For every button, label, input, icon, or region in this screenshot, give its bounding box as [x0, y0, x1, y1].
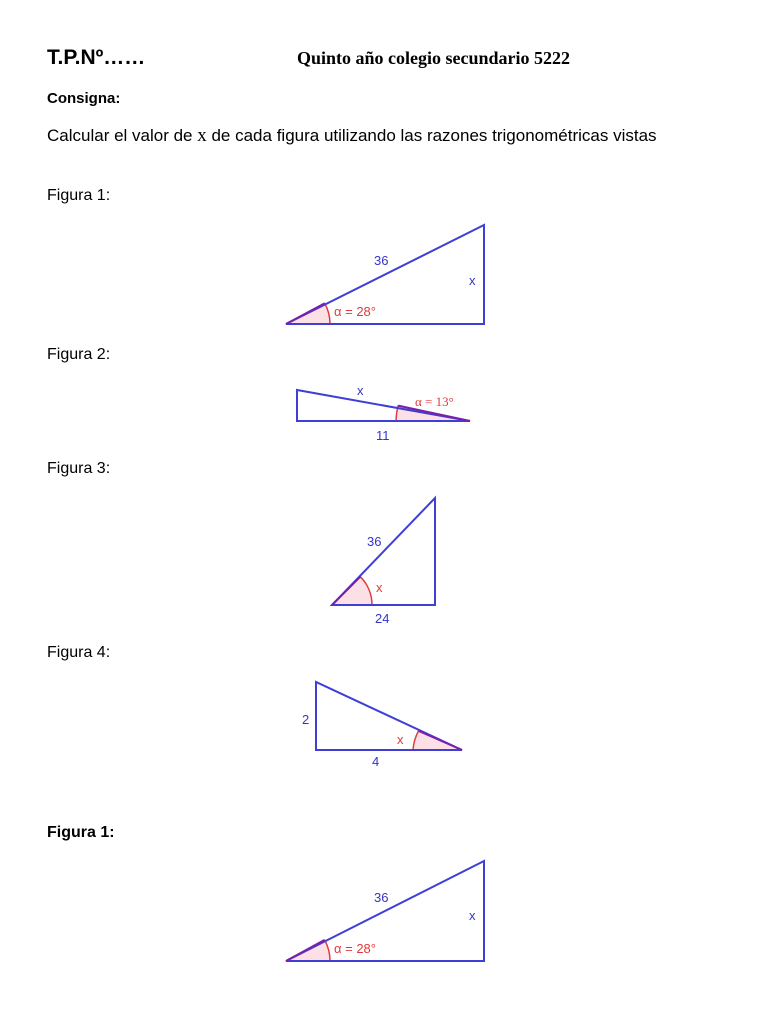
figure-3-angle-sector	[332, 577, 372, 605]
figure-3-adj-label: 24	[375, 611, 390, 626]
figure-3-hyp-label: 36	[367, 534, 382, 549]
figure-1-opp-label: x	[469, 273, 476, 288]
figure-3-angle-label: x	[376, 580, 383, 595]
figure-2-angle-label: α = 13°	[415, 394, 454, 409]
figure-5-label: Figura 1:	[47, 824, 115, 841]
figure-5-opp-label: x	[469, 908, 476, 923]
figure-3-triangle	[332, 498, 435, 626]
figure-4-adj-label: 4	[372, 754, 380, 769]
figure-2-hyp-label: x	[357, 383, 364, 398]
figure-2-adj-label: 11	[376, 428, 390, 443]
figure-1-angle-label: α = 28°	[334, 304, 376, 319]
instruction-after: de cada figura utilizando las razones trigonométricas vistas	[206, 126, 657, 145]
figure-1-hyp-label: 36	[374, 253, 389, 268]
tp-number: T.P.Nº……	[47, 46, 146, 69]
figure-5-triangle	[286, 861, 484, 961]
consigna-label: Consigna:	[47, 90, 121, 107]
figure-5-hyp-label: 36	[374, 890, 389, 905]
figure-4-opp-label: 2	[302, 712, 310, 727]
figure-5-angle-label: α = 28°	[334, 941, 376, 956]
figure-2-label: Figura 2:	[47, 346, 111, 363]
figure-4-label: Figura 4:	[47, 644, 111, 661]
figure-4-triangle	[302, 682, 462, 769]
figure-5-outline	[286, 861, 484, 961]
school-title: Quinto año colegio secundario 5222	[297, 48, 571, 68]
instruction-variable: x	[197, 125, 207, 146]
figure-2-triangle	[297, 383, 470, 443]
figure-4-angle-label: x	[397, 732, 404, 747]
figure-1-label: Figura 1:	[47, 187, 111, 204]
figure-1-triangle	[286, 225, 484, 324]
instruction-before: Calcular el valor de	[47, 126, 198, 145]
figure-3-label: Figura 3:	[47, 460, 111, 477]
